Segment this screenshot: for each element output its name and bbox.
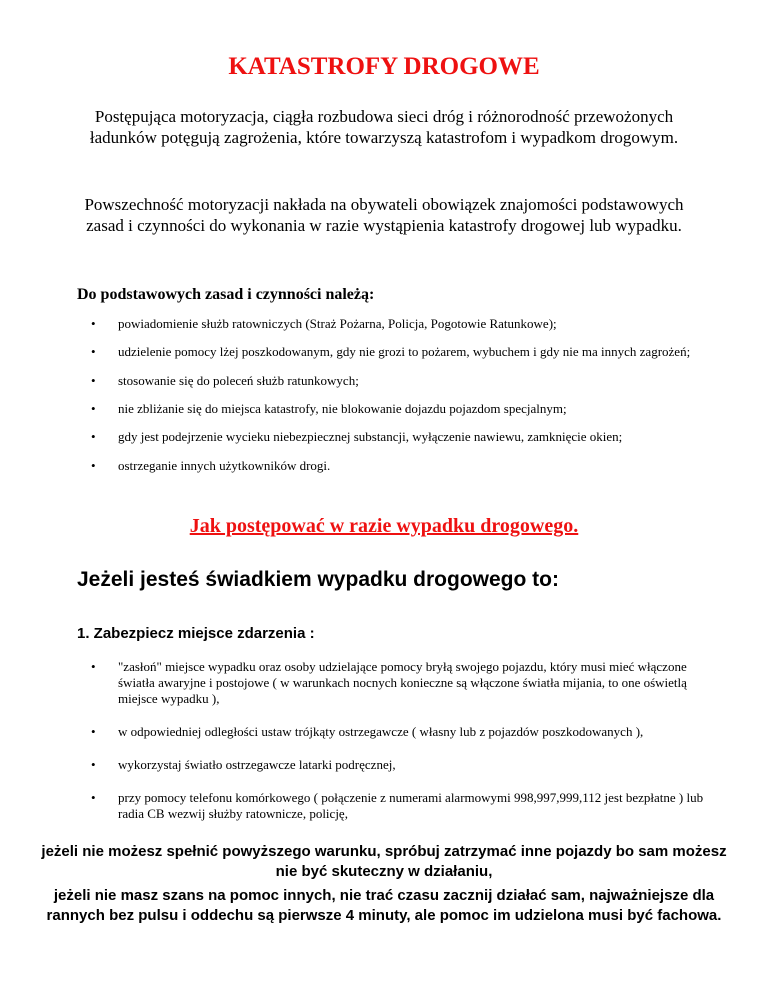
list-item-text: udzielenie pomocy lżej poszkodowanym, gdy nie grozi to pożarem, wybuchem i gdy nie ma innych zagrożeń; xyxy=(118,344,691,359)
bold-note-1: jeżeli nie możesz spełnić powyższego warunku, spróbuj zatrzymać inne pojazdy bo sam możesz nie być skuteczny w działaniu, xyxy=(41,843,727,880)
intro-paragraph-1: Postępująca motoryzacja, ciągła rozbudowa sieci dróg i różnorodność przewożonych ładunków potęgują zagrożenia, które towarzyszą katastrofom i wypadkom drogowym. xyxy=(89,107,679,147)
bullet-icon: • xyxy=(91,316,96,331)
list-item xyxy=(0,344,768,360)
bullet-icon: • xyxy=(91,373,96,388)
list-item xyxy=(0,429,768,445)
list-item-text: powiadomienie służb ratowniczych (Straż Pożarna, Policja, Pogotowie Ratunkowe); xyxy=(118,316,557,331)
list-item-text: "zasłoń" miejsce wypadku oraz osoby udzielające pomocy bryłą swojego pojazdu, który musi mieć włączone światła awaryjne i postojowe ( w warunkach nocnych konieczne są włączone światła mijania, to one oświetlą miejsce wypadku ), xyxy=(118,659,687,706)
bullet-icon: • xyxy=(91,458,96,473)
rules-list xyxy=(0,316,768,486)
rules-heading: Do podstawowych zasad i czynności należą: xyxy=(77,286,375,303)
step-1-heading: 1. Zabezpiecz miejsce zdarzenia : xyxy=(77,625,315,642)
bullet-icon: • xyxy=(91,659,96,674)
bold-note-2: jeżeli nie masz szans na pomoc innych, nie trać czasu zacznij działać sam, najważniejsze dla rannych bez pulsu i oddechu są pierwsze 4 minuty, ale pomoc im udzielona musi być fachowa. xyxy=(46,887,722,924)
bullet-icon: • xyxy=(91,401,96,416)
bullet-icon: • xyxy=(91,724,96,739)
bullet-icon: • xyxy=(91,790,96,805)
bullet-icon: • xyxy=(91,757,96,772)
list-item xyxy=(0,373,768,389)
list-item xyxy=(0,458,768,474)
list-item xyxy=(0,757,768,773)
list-item-text: nie zbliżanie się do miejsca katastrofy, nie blokowanie dojazdu pojazdom specjalnym; xyxy=(118,401,567,416)
list-item xyxy=(0,790,768,822)
list-item-text: w odpowiedniej odległości ustaw trójkąty ostrzegawcze ( własny lub z pojazdów poszkodowanych ), xyxy=(118,724,644,739)
bullet-icon: • xyxy=(91,429,96,444)
list-item xyxy=(0,659,768,707)
list-item-text: ostrzeganie innych użytkowników drogi. xyxy=(118,458,331,473)
list-item xyxy=(0,316,768,332)
list-item-text: stosowanie się do poleceń służb ratunkowych; xyxy=(118,373,359,388)
witness-heading: Jeżeli jesteś świadkiem wypadku drogowego to: xyxy=(77,568,559,591)
accident-heading-link[interactable]: Jak postępować w razie wypadku drogowego. xyxy=(189,515,579,537)
list-item xyxy=(0,724,768,740)
intro-paragraph-2: Powszechność motoryzacji nakłada na obywateli obowiązek znajomości podstawowych zasad i czynności do wykonania w razie wystąpienia katastrofy drogowej lub wypadku. xyxy=(84,195,684,235)
bullet-icon: • xyxy=(91,344,96,359)
list-item-text: przy pomocy telefonu komórkowego ( połączenie z numerami alarmowymi 998,997,999,112 jest bezpłatne ) lub radia CB wezwij służby ratownicze, policję, xyxy=(118,790,704,821)
list-item-text: gdy jest podejrzenie wycieku niebezpiecznej substancji, wyłączenie nawiewu, zamknięcie okien; xyxy=(118,429,623,444)
step-1-list xyxy=(0,659,768,839)
document-title: KATASTROFY DROGOWE xyxy=(228,53,540,80)
list-item xyxy=(0,401,768,417)
list-item-text: wykorzystaj światło ostrzegawcze latarki podręcznej, xyxy=(118,757,396,772)
